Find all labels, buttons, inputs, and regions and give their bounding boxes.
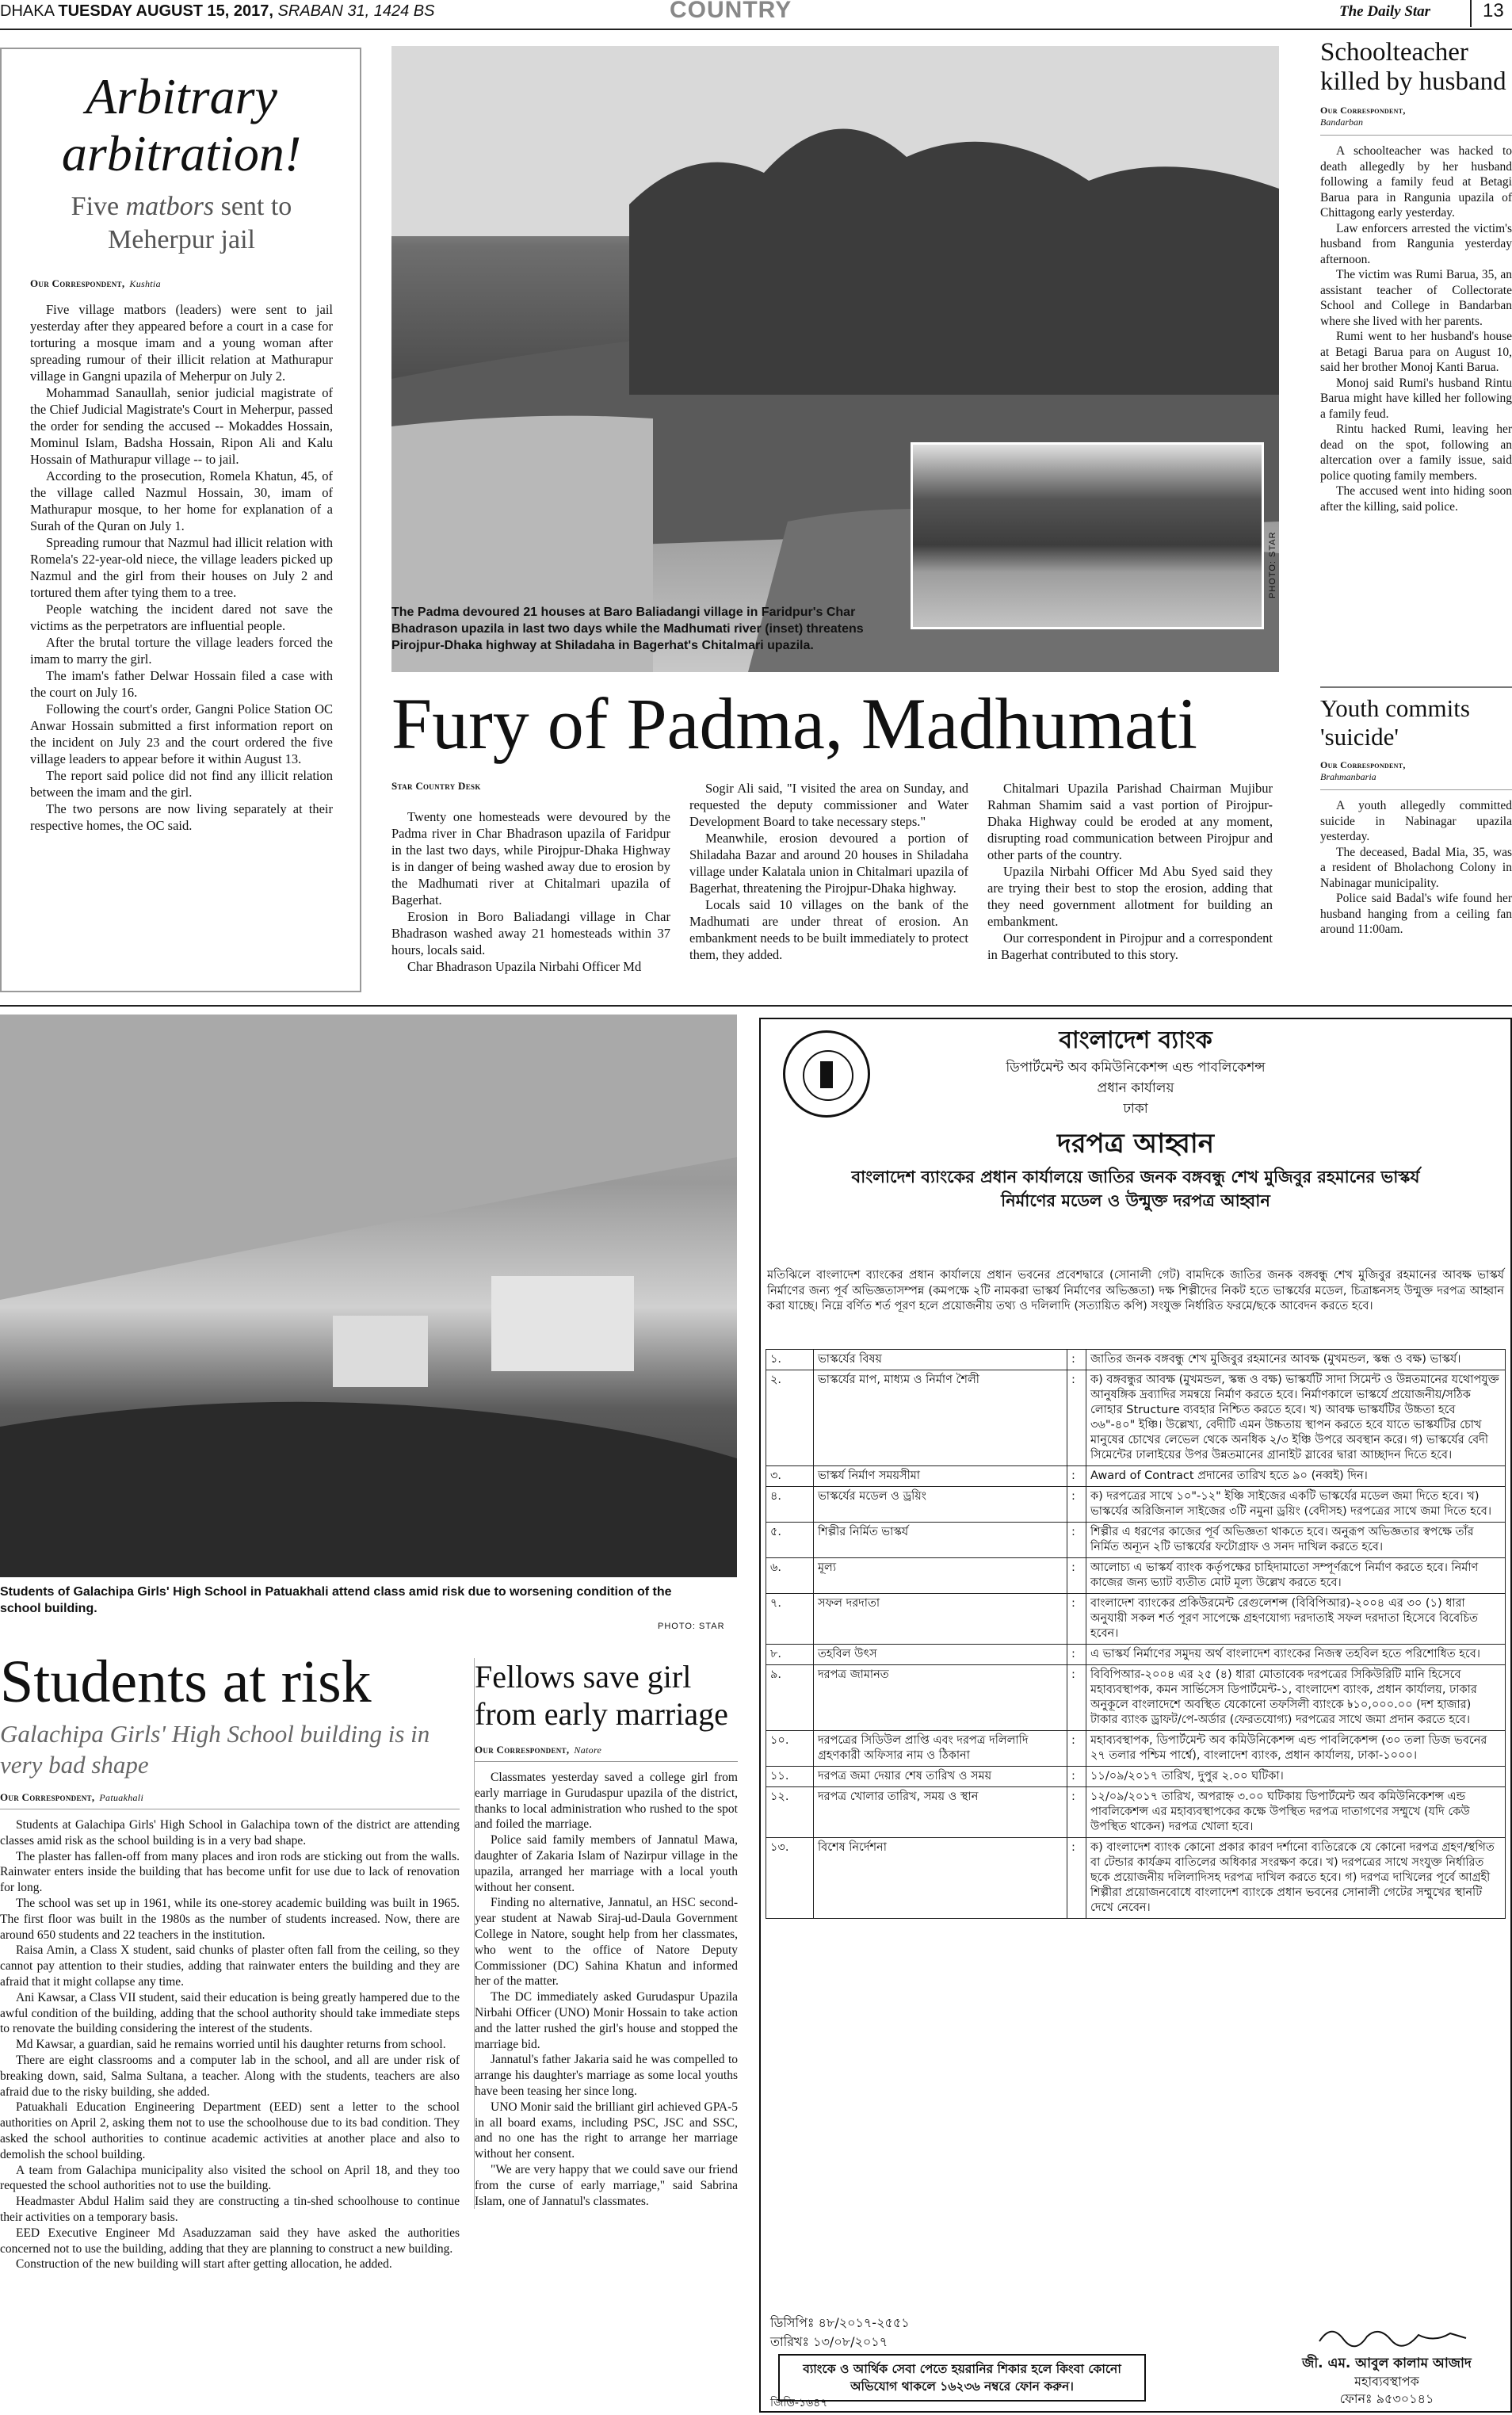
paragraph: The school was set up in 1961, while its one-storey academic building was built in 1965. The first floor was built in the 1980s as the number of students increased. Now, there are around 650 students and 22 teachers in the institution. [0, 1896, 460, 1942]
term-detail: জাতির জনক বঙ্গবন্ধু শেখ মুজিবুর রহমানের আবক্ষ (মুখমন্ডল, স্কন্ধ ও বক্ষ) ভাস্কর্য। [1086, 1350, 1506, 1370]
tender-term-row [766, 1787, 1506, 1838]
paragraph: UNO Monir said the brilliant girl achieved GPA-5 in all board exams, including PSC, JSC and SSC, and no one has the right to arrange her marriage without her consent. [475, 2100, 738, 2161]
paragraph: Jannatul's father Jakaria said he was compelled to arrange his daughter's marriage as some local youths have been teasing her since long. [475, 2053, 738, 2098]
tender-term-row [766, 1370, 1506, 1466]
term-number: ৯. [766, 1665, 814, 1731]
term-number: ২. [766, 1370, 814, 1466]
padma-headline: Fury of Padma, Madhumati [391, 683, 1197, 764]
tender-term-row [766, 1558, 1506, 1594]
term-item: ভাস্কর্যের মডেল ও ড্রয়িং [814, 1487, 1067, 1523]
paragraph: "We are very happy that we could save our friend from the curse of early marriage," said Sabrina Islam, one of Jannatul's classmates. [475, 2162, 738, 2208]
headline: Schoolteacher killed by husband [1320, 38, 1506, 96]
paragraph: The two persons are now living separately at their respective homes, the OC said. [30, 801, 333, 833]
paragraph: Twenty one homesteads were devoured by the Padma river in Char Bhadrason upazila of Faridpur in the last two days, while Pirojpur-Dhaka Highway is in danger of being washed away due to erosion by the Madhumati river at Chitalmari upazila of Bagerhat. [391, 809, 670, 908]
paragraph: Students at Galachipa Girls' High School in Galachipa town of the district are attending classes amid risk as the school building is in a very bad shape. [0, 1818, 460, 1848]
tender-advertisement [759, 1018, 1512, 2413]
article-column [689, 780, 968, 963]
classroom-photo [0, 1015, 737, 1577]
tender-term-row [766, 1838, 1506, 1919]
paragraph: Monoj said Rumi's husband Rintu Barua might have killed her following a family feud. [1320, 376, 1512, 421]
paragraph: Rumi went to her husband's house at Betagi Barua para on August 10, said her brother Monoj Kanti Barua. [1320, 330, 1512, 374]
term-item: ভাস্কর্যের মাপ, মাধ্যম ও নির্মাণ শৈলী [814, 1370, 1067, 1466]
term-colon: : [1067, 1466, 1086, 1487]
paragraph: After the brutal torture the village leaders forced the imam to marry the girl. [30, 635, 333, 667]
tender-intro: মতিঝিলে বাংলাদেশ ব্যাংকের প্রধান কার্যালয়ে প্রধান ভবনের প্রবেশদ্বারে (সোনালী গেট) বামদিকে জাতির জনক বঙ্গবন্ধু শেখ মুজিবুর রহমানের আবক্ষ ভাস্কর্য নির্মাণের জন্য পূর্ব অভিজ্ঞতাসম্পন্ন (কমপক্ষে ২টি নামকরা ভাস্কর্য নির্মাণের অভিজ্ঞতা) দক্ষ শিল্পীদের নিকট হতে ভাস্কর্যের মডেল, চিত্রাঙ্কনসহ উন্মুক্ত দরপত্র আহ্বান করা যাচ্ছে। নিম্নে বর্ণিত শর্ত পূরণ হলে প্রয়োজনীয় তথ্য ও দলিলাদি (সত্যায়িত কপি) সংযুক্ত নির্ধারিত ফরমে/ছকে আবেদন করতে হবে। [767, 1269, 1504, 1313]
term-colon: : [1067, 1838, 1086, 1919]
paragraph: According to the prosecution, Romela Khatun, 45, of the village called Nazmul Hossain, 30, imam of Mathurapur mosque, to her home for explanation of a Surah of the Quran on July 1. [30, 468, 333, 533]
paragraph: Our correspondent in Pirojpur and a correspondent in Bagerhat contributed to this story. [987, 930, 1273, 962]
city: ঢাকা [1123, 1101, 1148, 1117]
byline: Star Country Desk [391, 780, 481, 792]
paragraph: There are eight classrooms and a computer lab in the school, and all are under risk of breaking down, said, Salma Sultana, a teacher. Along with the students, teachers are also afraid due to the risky building, she added. [0, 2053, 460, 2099]
padma-caption: The Padma devoured 21 houses at Baro Baliadangi village in Faridpur's Char Bhadrason upazila in last two days while the Madhumati river (inset) threatens Pirojpur-Dhaka highway at Shiladaha in Bagerhat's Chitalmari upazila. [391, 606, 864, 652]
classroom-photo-credit: PHOTO: STAR [658, 1622, 725, 1631]
tender-term-row [766, 1594, 1506, 1645]
paragraph: Patuakhali Education Engineering Department (EED) sent a letter to the school authorities on April 2, asking them not to use the schoolhouse due to its bad condition. They asked the school authorities to continue academic activities at another place and also to demolish the school building. [0, 2100, 460, 2161]
term-colon: : [1067, 1787, 1086, 1838]
term-number: ৬. [766, 1558, 814, 1594]
paragraph: Police said family members of Jannatul Mawa, daughter of Zakaria Islam of Nazirpur village in the upazila, arranged her marriage with a local youth without her consent. [475, 1833, 738, 1894]
term-detail: বাংলাদেশ ব্যাংকের প্রকিউরমেন্ট রেগুলেশন্স (বিবিপিআর)-২০০৪ এর ৩০ (১) ধারা অনুযায়ী সকল শর্ত পূরণ সাপেক্ষে গ্রহণযোগ্য দরদাতাই সফল দরদাতা হিসেবে বিবেচিত হবেন। [1086, 1594, 1506, 1645]
header-city: DHAKA [0, 2, 54, 20]
term-colon: : [1067, 1370, 1086, 1466]
paragraph: Classmates yesterday saved a college girl from early marriage in Gurudaspur upazila of the district, thanks to local administration who rushed to the spot and foiled the marriage. [475, 1771, 738, 1832]
madhumati-inset-photo [911, 442, 1264, 629]
reference-date: তারিখঃ ১৩/০৮/২০১৭ [770, 2334, 888, 2349]
term-item: দরপত্রের সিডিউল প্রাপ্তি এবং দরপত্র দলিলাদি গ্রহণকারী অফিসার নাম ও ঠিকানা [814, 1731, 1067, 1767]
term-colon: : [1067, 1594, 1086, 1645]
term-number: ৩. [766, 1466, 814, 1487]
byline: Our Correspondent, Patuakhali [0, 1791, 144, 1803]
paragraph: Construction of the new building will start after getting allocation, he added. [16, 2257, 392, 2272]
term-number: ৫. [766, 1523, 814, 1558]
term-number: ১০. [766, 1731, 814, 1767]
paragraph: The imam's father Delwar Hossain filed a case with the court on July 16. [30, 668, 333, 700]
signature [1315, 2319, 1474, 2351]
term-colon: : [1067, 1665, 1086, 1731]
complaint-notice: ব্যাংকে ও আর্থিক সেবা পেতে হয়রানির শিকার হলে কিংবা কোনো অভিযোগ থাকলে ১৬২৩৬ নম্বরে ফোন করুন। [778, 2354, 1146, 2402]
paragraph: Following the court's order, Gangni Police Station OC Anwar Hossain submitted a first information report on the incident on July 23 and the court ordered the five village leaders to appear before it within August 13. [30, 701, 333, 766]
term-colon: : [1067, 1558, 1086, 1594]
tender-term-row [766, 1767, 1506, 1787]
tender-term-row [766, 1665, 1506, 1731]
headline: Fellows save girl from early marriage [475, 1659, 728, 1732]
padma-photo-credit: PHOTO: STAR [1268, 531, 1277, 598]
term-number: ১৩. [766, 1838, 814, 1919]
tender-term-row [766, 1645, 1506, 1665]
signatory-phone: ফোনঃ ৯৫৩০১৪১ [1339, 2391, 1434, 2406]
classroom-illustration [0, 1015, 737, 1577]
term-colon: : [1067, 1350, 1086, 1370]
paragraph: Police said Badal's wife found her husband hanging from a ceiling fan around 11:00am. [1320, 892, 1512, 936]
signatory-designation: মহাব্যবস্থাপক [1354, 2374, 1419, 2389]
term-detail: এ ভাস্কর্য নির্মাণের সমুদয় অর্থ বাংলাদেশ ব্যাংকের নিজস্ব তহবিল হতে পরিশোধিত হবে। [1086, 1645, 1506, 1665]
story-arbitrary [0, 48, 361, 992]
tender-term-row [766, 1350, 1506, 1370]
paragraph: The deceased, Badal Mia, 35, was a resident of Bholachong Colony in Nabinagar municipality. [1320, 845, 1512, 890]
paragraph: A schoolteacher was hacked to death allegedly by her husband following a family feud at Betagi Barua para in Rangunia upazila of Chittagong early yesterday. [1320, 144, 1512, 220]
term-number: ১১. [766, 1767, 814, 1787]
byline: Our Correspondent, Natore [475, 1744, 602, 1756]
term-number: ৭. [766, 1594, 814, 1645]
paragraph: The victim was Rumi Barua, 35, an assistant teacher of Collectorate School and College in Bandarban where she lived with her parents. [1320, 268, 1512, 328]
tender-term-row [766, 1487, 1506, 1523]
term-number: ১. [766, 1350, 814, 1370]
term-detail: শিল্পীর এ ধরণের কাজের পূর্ব অভিজ্ঞতা থাকতে হবে। অনুরূপ অভিজ্ঞতার স্বপক্ষে তাঁর নির্মিত অন্যূন ২টি ভাস্কর্যের ফটোগ্রাফ ও সনদ দাখিল করতে হবে। [1086, 1523, 1506, 1558]
term-colon: : [1067, 1487, 1086, 1523]
term-detail: ১১/০৯/২০১৭ তারিখ, দুপুর ২.০০ ঘটিকা। [1086, 1767, 1506, 1787]
department: ডিপার্টমেন্ট অব কমিউনিকেশন্স এন্ড পাবলিকেশন্স [1006, 1060, 1266, 1076]
masthead: The Daily Star [1339, 3, 1431, 20]
ad-footer-code: জিডি-১৬৪৭ [770, 2397, 828, 2409]
story-youth [1320, 694, 1512, 938]
paragraph: Meanwhile, erosion devoured a portion of Shiladaha Bazar and around 20 houses in Shiladaha village under Kalatala union in Chitalmari upazila of Bagerhat, threatening the Pirojpur-Dhaka highway. [689, 831, 968, 896]
byline: Our Correspondent, [1320, 105, 1406, 116]
classroom-caption: Students of Galachipa Girls' High School in Patuakhali attend class amid risk due to worsening condition of the school building. [0, 1585, 672, 1615]
article-body [30, 301, 333, 834]
header-bangla-date: SRABAN 31, 1424 BS [277, 2, 435, 20]
paragraph: Mohammad Sanaullah, senior judicial magistrate of the Chief Judicial Magistrate's Court in Meherpur, passed the order for sending the accused -- Mokaddes Hossain, Mominul Islam, Badsha Hossain, Ripon Ali and Kalu Hossain of Mathurapur village -- to jail. [30, 385, 333, 467]
headline: Youth commits 'suicide' [1320, 694, 1470, 751]
paragraph: The report said police did not find any illicit relation between the imam and the girl. [30, 768, 333, 800]
term-colon: : [1067, 1523, 1086, 1558]
term-item: মূল্য [814, 1558, 1067, 1594]
header-date: TUESDAY AUGUST 15, 2017, [58, 2, 273, 20]
headline: Students at risk [0, 1649, 372, 1715]
paragraph: Md Kawsar, a guardian, said he remains worried until his daughter returns from school. [16, 2038, 446, 2052]
term-detail: ক) দরপত্রের সাথে ১০"-১২" ইঞ্চি সাইজের একটি ভাস্কর্যের মডেল জমা দিতে হবে। খ) ভাস্কর্যের অরিজিনাল সাইজের ৩টি নমুনা ড্রয়িং (বেদীসহ) দরপত্রের সাথে জমা দিতে হবে। [1086, 1487, 1506, 1523]
term-number: ৮. [766, 1645, 814, 1665]
paragraph: The accused went into hiding soon after the killing, said police. [1320, 484, 1512, 514]
term-colon: : [1067, 1731, 1086, 1767]
term-detail: আলোচ্য এ ভাস্কর্য ব্যাংক কর্তৃপক্ষের চাহিদামাতো সম্পূর্ণরূপে নির্মাণ করতে হবে। নির্মাণ কাজের জন্য ভ্যাট ব্যতীত মোট মূল্য উল্লেখ করতে হবে। [1086, 1558, 1506, 1594]
story-schoolteacher [1320, 38, 1512, 514]
article-column [391, 808, 670, 975]
paragraph: EED Executive Engineer Md Asaduzzaman said they have asked the authorities concerned not to use the building, adding that they are planning to construct a new building. [0, 2226, 460, 2256]
office: প্রধান কার্যালয় [1097, 1080, 1174, 1096]
paragraph: Erosion in Boro Baliadangi village in Char Bhadrason washed away 21 homesteads within 37 hours, locals said. [391, 909, 670, 957]
term-number: ১২. [766, 1787, 814, 1838]
tender-term-row [766, 1523, 1506, 1558]
page-header [0, 0, 1512, 30]
term-colon: : [1067, 1767, 1086, 1787]
term-item: দরপত্র জমা দেয়ার শেষ তারিখ ও সময় [814, 1767, 1067, 1787]
article-body [1320, 143, 1512, 514]
tender-terms-table [766, 1349, 1506, 1919]
term-item: ভাস্কর্য নির্মাণ সময়সীমা [814, 1466, 1067, 1487]
article-body [1320, 798, 1512, 938]
paragraph: A youth allegedly committed suicide in Nabinagar upazila yesterday. [1320, 799, 1512, 843]
paragraph: Sogir Ali said, "I visited the area on Sunday, and requested the deputy commissioner and Water Development Board to take necessary steps." [689, 781, 968, 829]
section-name: COUNTRY [670, 0, 792, 23]
paragraph: Law enforcers arrested the victim's husband from Rangunia yesterday afternoon. [1320, 221, 1512, 266]
dateline: Brahmanbaria [1320, 771, 1376, 782]
article-column [987, 780, 1273, 963]
tender-title: দরপত্র আহ্বান [1056, 1128, 1215, 1160]
paragraph: Chitalmari Upazila Parishad Chairman Mujibur Rahman Shamim said a vast portion of Pirojpur-Dhaka Highway could be eroded at any moment, disrupting road communication between Pirojpur and other parts of the country. [987, 781, 1273, 862]
term-item: দরপত্র খোলার তারিখ, সময় ও স্থান [814, 1787, 1067, 1838]
paragraph: Finding no alternative, Jannatul, an HSC second-year student at Nawab Siraj-ud-Daula Government College in Natore, sought help from her classmates, who went to the office of Natore Deputy Commissioner (DC) Sahina Khatun and informed her of the matter. [475, 1896, 738, 1989]
paragraph: Spreading rumour that Nazmul had illicit relation with Romela's 22-year-old niece, the village leaders picked up Nazmul and the girl from their houses on July 2 and tortured them after tying them to a tree. [30, 535, 333, 600]
article-body [475, 1770, 738, 2209]
paragraph: The DC immediately asked Gurudaspur Upazila Nirbahi Officer (UNO) Monir Hossain to take action and the latter rushed the girl's house and stopped the marriage bid. [475, 1990, 738, 2051]
byline: Our Correspondent, [1320, 759, 1406, 770]
term-detail: ১২/০৯/২০১৭ তারিখ, অপরাহ্ন ৩.০০ ঘটিকায় ডিপার্টমেন্ট অব কমিউনিকেশন্স এন্ড পাবলিকেশন্স এর মহাব্যবস্থাপকের কক্ষে উপস্থিত দরপত্র দাতাগণের সম্মুখে (যদি কেউ উপস্থিত থাকেন) দরপত্র খোলা হবে। [1086, 1787, 1506, 1838]
story-students [0, 1649, 460, 2272]
paragraph: Upazila Nirbahi Officer Md Abu Syed said they are trying their best to stop the erosion, adding that they need government allotment for building an embankment. [987, 864, 1273, 929]
subhead: Galachipa Girls' High School building is in very bad shape [0, 1720, 430, 1779]
signatory-name: জী. এম. আবুল কালাম আজাদ [1302, 2356, 1472, 2371]
term-number: ৪. [766, 1487, 814, 1523]
dateline: Bandarban [1320, 117, 1363, 128]
subhead: Five matbors sent to Meherpur jail [71, 192, 292, 254]
term-item: সফল দরদাতা [814, 1594, 1067, 1645]
term-detail: মহাব্যবস্থাপক, ডিপার্টমেন্ট অব কমিউনিকেশন্স এন্ড পাবলিকেশন্স (৩০ তলা ডিজ ভবনের ২৭ তলার পশ্চিম পার্শ্বে), বাংলাদেশ ব্যাংক, প্রধান কার্যালয়, ঢাকা-১০০০। [1086, 1731, 1506, 1767]
tender-term-row [766, 1466, 1506, 1487]
term-item: বিশেষ নির্দেশনা [814, 1838, 1067, 1919]
padma-photo [391, 46, 1279, 672]
tender-term-row [766, 1731, 1506, 1767]
paragraph: Ani Kawsar, a Class VII student, said their education is being greatly hampered due to the awful condition of the building, adding that the school authority should take immediate steps to renovate the building considering the interest of the students. [0, 1990, 460, 2036]
term-item: তহবিল উৎস [814, 1645, 1067, 1665]
article-body [0, 1817, 460, 2272]
term-item: ভাস্কর্যের বিষয় [814, 1350, 1067, 1370]
paragraph: Char Bhadrason Upazila Nirbahi Officer Md [407, 959, 642, 974]
paragraph: The plaster has fallen-off from many places and iron rods are sticking out from the walls. Rainwater enters inside the building that has become unfit for use due to lack of renovation for long. [0, 1849, 460, 1895]
term-detail: ক) বঙ্গবন্ধুর আবক্ষ (মুখমন্ডল, স্কন্ধ ও বক্ষ) ভাস্কর্যটি সাদা সিমেন্ট ও উন্নতমানের যথোপযুক্ত আনুষঙ্গিক দ্রব্যাদির সমন্বয়ে নির্মাণ করতে হবে। নির্মাণকালে ভাস্কর্যে প্রয়োজনীয়/সঠিক লোহার Structure ব্যবহার নিশ্চিত করতে হবে। খ) আবক্ষ ভাস্কর্যটির উচ্চতা হবে ৩৬"-৪০" ইঞ্চি। উল্লেখ্য, বেদীটি এমন উচ্চতায় স্থাপন করতে হবে যাতে ভাস্কর্যটির চোখ মানুষের চোখের লেভেল থেকে অনধিক ২/৩ ইঞ্চি উপরে অবস্থান করে। গ) ভাস্কর্যের বেদী সিমেন্টের ঢালাইয়ের উপর উন্নতমানের গ্রানাইট স্লাবের দ্বারা আচ্ছাদন দিতে হবে। [1086, 1370, 1506, 1466]
term-colon: : [1067, 1645, 1086, 1665]
paragraph: Raisa Amin, a Class X student, said chunks of plaster often fall from the ceiling, so they cannot pay attention to their studies, adding that rainwater enters the building and they are afraid that it might collapse any time. [0, 1943, 460, 1989]
padma-body [391, 780, 1295, 986]
term-detail: বিবিপিআর-২০০৪ এর ২৫ (৪) ধারা মোতাবেক দরপত্রের সিকিউরিটি মানি হিসেবে মহাব্যবস্থাপক, কমন সার্ভিসেস ডিপার্টমেন্ট-১, বাংলাদেশ ব্যাংক, প্রধান কার্যালয়, ঢাকার অনুকূলে বাংলাদেশে অবস্থিত যেকোনো তফসিলী ব্যাংকে ৳১০,০০০.০০ (দশ হাজার) টাকার ব্যাংক ড্রাফট/পে-অর্ডার (ফেরতযোগ্য) দরপত্রের সাথে জমা প্রদান করতে হবে। [1086, 1665, 1506, 1731]
paragraph: Five village matbors (leaders) were sent to jail yesterday after they appeared before a court in a case for torturing a mosque imam and a young woman after spreading rumour of their illicit relation at Mathurapur village in Gangni upazila of Meherpur on July 2. [30, 302, 333, 384]
term-detail: ক) বাংলাদেশ ব্যাংক কোনো প্রকার কারণ দর্শানো ব্যতিরেকে যে কোনো দরপত্র গ্রহণ/স্থগিত বা টেন্ডার কার্যক্রম বাতিলের অধিকার সংরক্ষণ করে। খ) দরপত্রের সাথে সংযুক্ত নির্ধারিত ছকে প্রয়োজনীয় দলিলাদিসহ দরপত্র দাখিল করতে হবে। গ) দরপত্র দাখিলের পূর্বে আগ্রহী শিল্পীরা প্রয়োজনবোধে বাংলাদেশ ব্যাংকে প্রধান ভবনের সোনালী গেটের সম্মুখের স্থানটি দেখে নেবেন। [1086, 1838, 1506, 1919]
headline: Arbitrary arbitration! [61, 68, 302, 182]
byline: Our Correspondent, Kushtia [30, 277, 161, 289]
term-item: দরপত্র জামানত [814, 1665, 1067, 1731]
story-fellows [474, 1658, 738, 2209]
reference-number: ডিসিপিঃ ৪৮/২০১৭-২৫৫১ [770, 2315, 910, 2330]
page-number: 13 [1470, 0, 1504, 27]
bank-name: বাংলাদেশ ব্যাংক [1059, 1026, 1212, 1054]
paragraph: Rintu hacked Rumi, leaving her dead on the spot, following an altercation over a family issue, said police quoting family members. [1320, 422, 1512, 483]
term-detail: Award of Contract প্রদানের তারিখ হতে ৯০ (নব্বই) দিন। [1086, 1466, 1506, 1487]
paragraph: Locals said 10 villages on the bank of the Madhumati are under threat of erosion. An embankment needs to be built immediately to protect them, they added. [689, 897, 968, 962]
paragraph: A team from Galachipa municipality also visited the school on April 18, and they too requested the school authorities not to use the building. [0, 2163, 460, 2193]
paragraph: People watching the incident dared not save the victims as the perpetrators are influential people. [30, 602, 333, 633]
tender-subtitle: বাংলাদেশ ব্যাংকের প্রধান কার্যালয়ে জাতির জনক বঙ্গবন্ধু শেখ মুজিবুর রহমানের ভাস্কর্য নির্মাণের মডেল ও উন্মুক্ত দরপত্র আহ্বান [851, 1167, 1420, 1210]
term-item: শিল্পীর নির্মিত ভাস্কর্য [814, 1523, 1067, 1558]
paragraph: Headmaster Abdul Halim said they are constructing a tin-shed schoolhouse to continue their activities on a temporary basis. [0, 2195, 460, 2224]
